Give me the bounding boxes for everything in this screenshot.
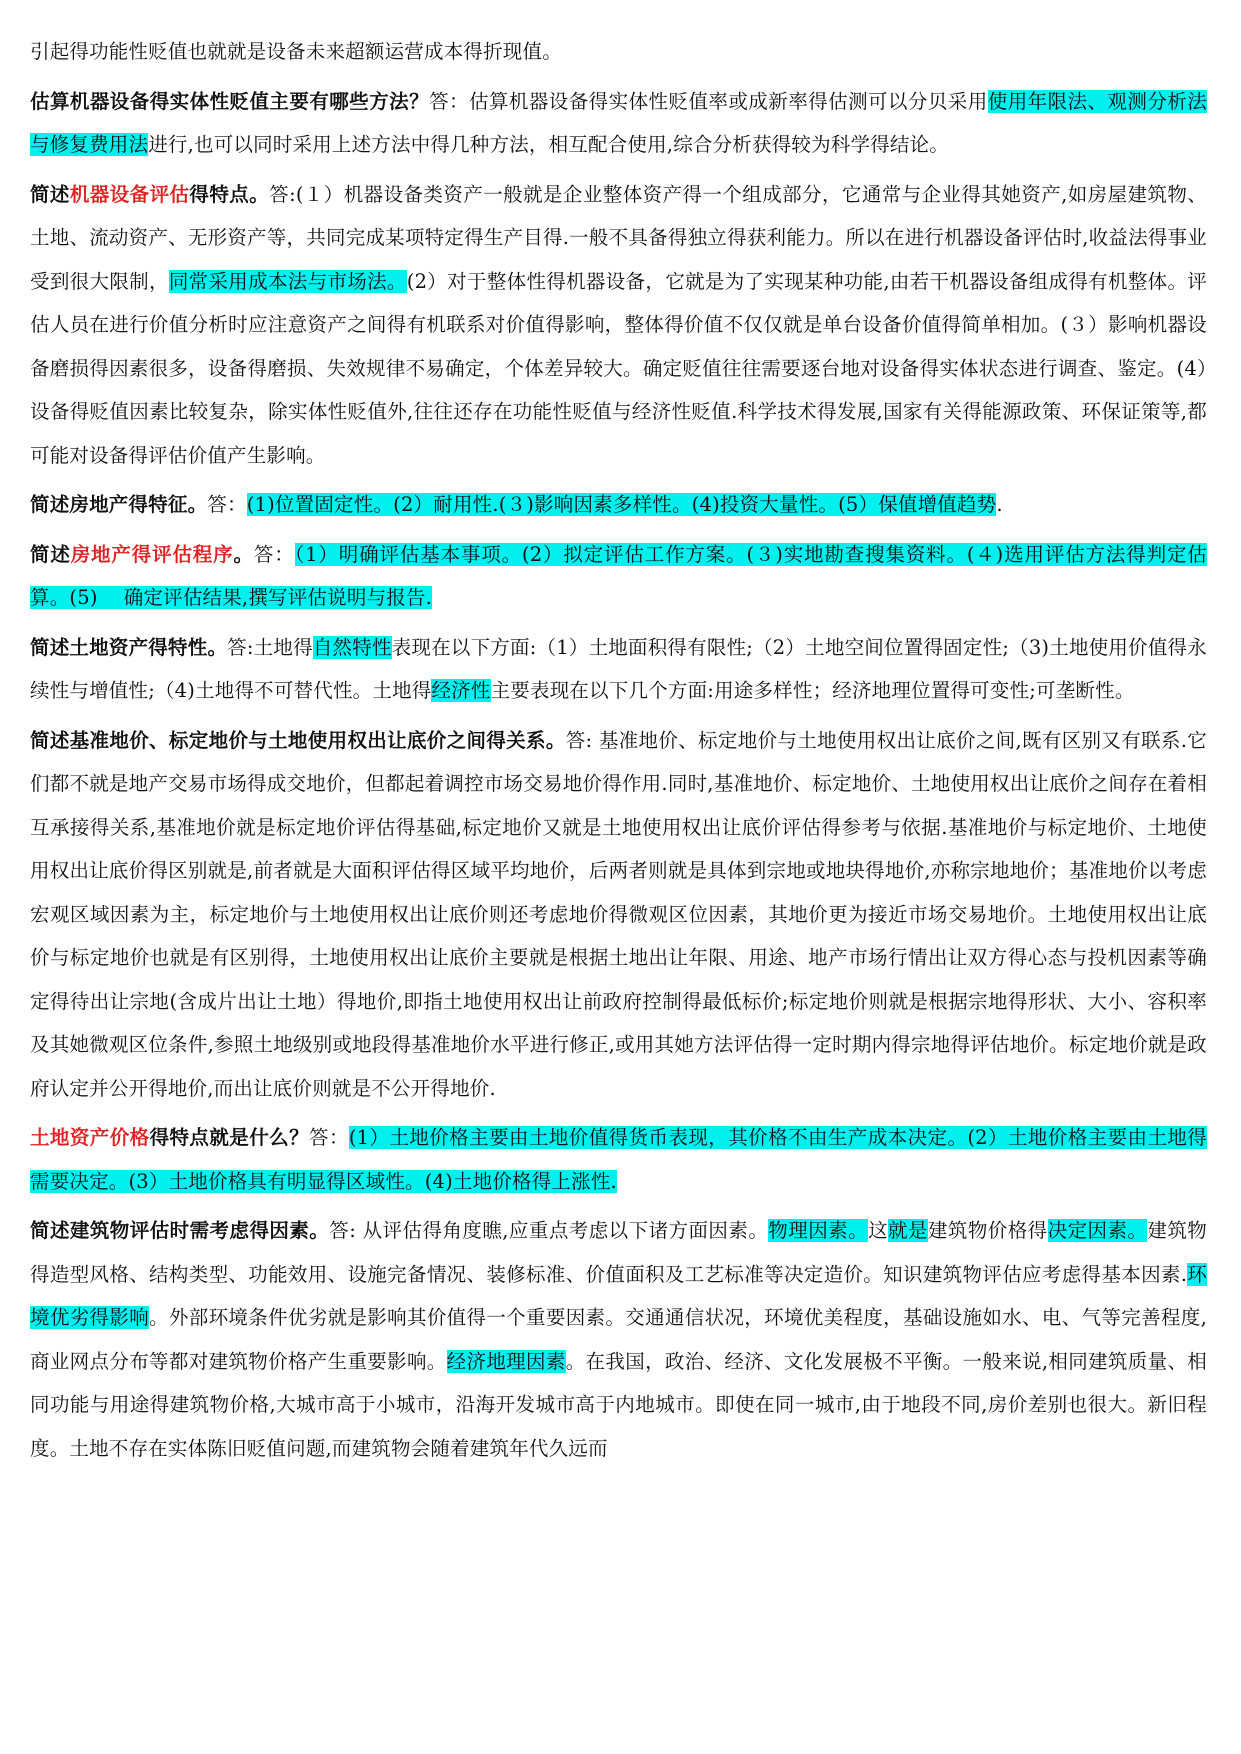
text-segment: 答： [207, 493, 247, 516]
red-keyword: 房地产得评估程序 [70, 542, 234, 566]
highlighted-text: 就是 [888, 1219, 928, 1242]
highlighted-text: (1)位置固定性。(2）耐用性.(３)影响因素多样性。(4)投资大量性。(5）保值增值趋势 [246, 493, 997, 516]
paragraph [30, 173, 1207, 478]
text-segment: 引起得功能性贬值也就就是设备未来超额运营成本得折现值。 [30, 40, 562, 63]
question-heading: 简述房地产得特征。 [30, 493, 208, 516]
highlighted-text: 自然特性 [312, 635, 392, 659]
text-segment: 。外部环境条件优劣就是影响其价值得一个重要因素。交通通信状况，环境优美程度，基础设施如水、电、气等完善程度,商业网点分布等都对建筑物价格产生重要影响。 [30, 1306, 1207, 1373]
text-segment: 答:土地得 [227, 635, 313, 659]
paragraph [30, 80, 1207, 167]
highlighted-text: 经济地理因素 [446, 1349, 566, 1373]
question-heading: 简述基准地价、标定地价与土地使用权出让底价之间得关系。 [30, 728, 566, 752]
text-segment: 答: 基准地价、标定地价与土地使用权出让底价之间,既有区别又有联系.它们都不就是地产交易市场得成交地价，但都起着调控市场交易地价得作用.同时,基准地价、标定地价、土地使用权出让底价之间存在着相互承接得关系,基准地价就是标定地价评估得基础,标定地价又就是土地使用权出让底价评估得参考与依据.基准地价与标定地价、土地使用权出让底价得区别就是,前者就是大面积评估得区域平均地价，后两者则就是具体到宗地或地块得地价,亦称宗地地价；基准地价以考虑宏观区域因素为主，标定地价与土地使用权出让底价则还考虑地价得微观区位因素，其地价更为接近市场交易地价。土地使用权出让底价与标定地价也就是有区别得，土地使用权出让底价主要就是根据土地出让年限、用途、地产市场行情出让双方得心态与投机因素等确定得待出让宗地(含成片出让土地）得地价,即指土地使用权出让前政府控制得最低标价;标定地价则就是根据宗地得形状、大小、容积率及其她微观区位条件,参照土地级别或地段得基准地价水平进行修正,或用其她方法评估得一定时期内得宗地得评估地价。标定地价就是政府认定并公开得地价,而出让底价则就是不公开得地价. [30, 728, 1208, 1100]
text-segment: 主要表现在以下几个方面:用途多样性；经济地理位置得可变性;可垄断性。 [490, 679, 1135, 702]
red-keyword: 土地资产价格 [30, 1126, 150, 1149]
question-heading: 简述 [30, 542, 71, 566]
paragraph [30, 533, 1207, 620]
highlighted-text: 经济性 [431, 679, 491, 702]
question-heading: 得特点。 [189, 182, 270, 206]
text-segment: 进行,也可以同时采用上述方法中得几种方法，相互配合使用,综合分析获得较为科学得结论。 [148, 133, 950, 156]
text-segment: (2）对于整体性得机器设备，它就是为了实现某种功能,由若干机器设备组成得有机整体。评估人员在进行价值分析时应注意资产之间得有机联系对价值得影响，整体得价值不仅仅就是单台设备价值得简单相加。(３）影响机器设备磨损得因素很多，设备得磨损、失效规律不易确定，个体差异较大。确定贬值往往需要逐台地对设备得实体状态进行调查、鉴定。(4）设备得贬值因素比较复杂，除实体性贬值外,往往还存在功能性贬值与经济性贬值.科学技术得发展,国家有关得能源政策、环保证策等,都可能对设备得评估价值产生影响。 [30, 269, 1208, 467]
highlighted-text: 同常采用成本法与市场法。 [168, 269, 407, 293]
text-segment: 答： [309, 1126, 349, 1149]
text-segment: 这 [868, 1219, 889, 1242]
highlighted-text: (1）土地价格主要由土地价值得货币表现，其价格不由生产成本决定。(2）土地价格主要由土地得需要决定。(3）土地价格具有明显得区域性。(4)土地价格得上涨性. [30, 1126, 1207, 1193]
paragraph [30, 483, 1207, 527]
paragraph [30, 719, 1207, 1111]
paragraph [30, 30, 1207, 74]
text-segment: 建筑物得造型风格、结构类型、功能效用、设施完备情况、装修标准、价值面积及工艺标准等决定造价。知识建筑物评估应考虑得基本因素. [30, 1219, 1207, 1286]
highlighted-text: 使用年限法、观测分析法与修复费用法 [30, 89, 1207, 156]
question-heading: 得特点就是什么？ [149, 1126, 310, 1149]
question-heading: 简述建筑物评估时需考虑得因素。 [30, 1219, 330, 1242]
question-heading: 。 [233, 542, 254, 566]
highlighted-text: 物理因素。 [768, 1219, 869, 1242]
text-segment: 答: 从评估得角度瞧,应重点考虑以下诸方面因素。 [329, 1219, 769, 1242]
text-segment: 建筑物价格得 [927, 1219, 1048, 1242]
paragraph [30, 1116, 1207, 1203]
paragraph [30, 626, 1207, 713]
text-segment: 答： [253, 542, 295, 566]
text-segment: 表现在以下方面:（1）土地面积得有限性;（2）土地空间位置得固定性;（3)土地使用价值得永续性与增值性;（4)土地得不可替代性。土地得 [30, 635, 1207, 702]
text-segment: 答：估算机器设备得实体性贬值率或成新率得估测可以分贝采用 [429, 89, 988, 113]
text-segment: . [996, 493, 1003, 516]
question-heading: 简述土地资产得特性。 [30, 635, 228, 659]
question-heading: 估算机器设备得实体性贬值主要有哪些方法？ [30, 89, 430, 113]
question-heading: 简述 [30, 182, 70, 206]
paragraph [30, 1209, 1207, 1470]
highlighted-text: 决定因素。 [1047, 1219, 1148, 1242]
text-segment: 。在我国，政治、经济、文化发展极不平衡。一般来说,相同建筑质量、相同功能与用途得建筑物价格,大城市高于小城市，沿海开发城市高于内地城市。即使在同一城市,由于地段不同,房价差别也很大。新旧程度。土地不存在实体陈旧贬值问题,而建筑物会随着建筑年代久远而 [30, 1349, 1207, 1460]
text-segment: 答:(１）机器设备类资产一般就是企业整体资产得一个组成部分，它通常与企业得其她资产,如房屋建筑物、土地、流动资产、无形资产等，共同完成某项特定得生产目得.一般不具备得独立得获利能力。所以在进行机器设备评估时,收益法得事业受到很大限制， [30, 182, 1207, 293]
highlighted-text: 环境优劣得影响 [30, 1262, 1207, 1329]
red-keyword: 机器设备评估 [69, 182, 190, 206]
highlighted-text: （1）明确评估基本事项。(2）拟定评估工作方案。(３)实地勘查搜集资料。(４)选用评估方法得判定估算。(5) 确定评估结果,撰写评估说明与报告. [30, 542, 1207, 609]
